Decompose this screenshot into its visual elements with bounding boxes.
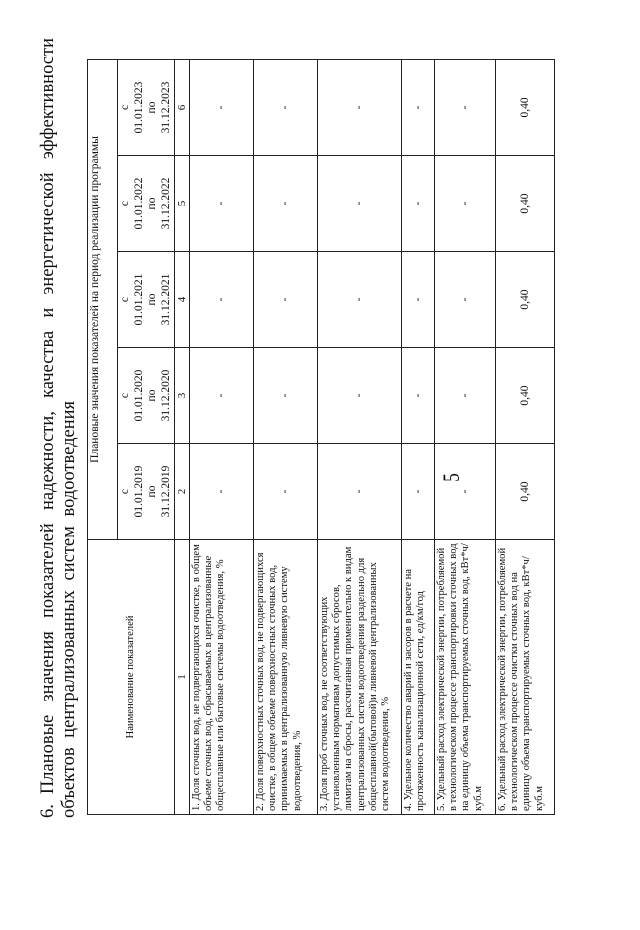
indicator-value: - bbox=[318, 444, 402, 540]
period-to: по bbox=[146, 101, 158, 114]
indicator-value: - bbox=[190, 252, 254, 348]
period-from: с bbox=[119, 488, 131, 495]
header-indicator-name: Наименование показателей bbox=[88, 540, 175, 815]
indicator-value: - bbox=[435, 348, 496, 444]
period-start: 01.01.2020 bbox=[132, 369, 145, 422]
indicator-value: - bbox=[318, 156, 402, 252]
period-end: 31.12.2022 bbox=[159, 177, 172, 230]
indicator-value: 0,40 bbox=[496, 444, 555, 540]
indicator-name: 6. Удельный расход электрической энергии, потребляемой в технологическом процессе очистки сточных вод на единицу объема транспортируемых сточных вод, кВт*ч/куб.м bbox=[496, 540, 555, 815]
indicator-value: - bbox=[435, 156, 496, 252]
table-row bbox=[435, 59, 496, 814]
indicator-value: - bbox=[190, 348, 254, 444]
indicator-name: 4. Удельное количество аварий и засоров в расчете на протяженность канализационной сети, ед/км/год bbox=[402, 540, 435, 815]
column-number: 2 bbox=[175, 444, 190, 540]
indicator-value: - bbox=[402, 252, 435, 348]
indicator-value: - bbox=[190, 444, 254, 540]
period-end: 31.12.2019 bbox=[159, 465, 172, 518]
header-plan-values: Плановые значения показателей на период реализации программы bbox=[88, 59, 118, 539]
indicator-value: 0,40 bbox=[496, 156, 555, 252]
indicator-value: - bbox=[190, 59, 254, 155]
period-end: 31.12.2020 bbox=[159, 369, 172, 422]
indicator-value: - bbox=[254, 59, 318, 155]
period-start: 01.01.2023 bbox=[132, 81, 145, 134]
header-period bbox=[118, 59, 175, 155]
column-number: 4 bbox=[175, 252, 190, 348]
period-start: 01.01.2021 bbox=[132, 273, 145, 326]
header-period bbox=[118, 348, 175, 444]
indicator-value: - bbox=[254, 444, 318, 540]
section-title-text: Плановые значения показателей надежности, качества и энергетической эффективности объектов централизованных систем водоотведения bbox=[38, 38, 79, 818]
period-from: с bbox=[119, 296, 131, 303]
header-period bbox=[118, 156, 175, 252]
indicator-value: - bbox=[402, 156, 435, 252]
period-from: с bbox=[119, 392, 131, 399]
section-title bbox=[38, 38, 80, 818]
indicators-table bbox=[87, 59, 555, 815]
indicator-value: - bbox=[254, 348, 318, 444]
period-to: по bbox=[146, 485, 158, 498]
indicator-value: - bbox=[318, 348, 402, 444]
period-end: 31.12.2023 bbox=[159, 81, 172, 134]
header-period bbox=[118, 444, 175, 540]
indicator-value: 0,40 bbox=[496, 348, 555, 444]
period-start: 01.01.2022 bbox=[132, 177, 145, 230]
column-number: 6 bbox=[175, 59, 190, 155]
header-period bbox=[118, 252, 175, 348]
table-row bbox=[496, 59, 555, 814]
indicator-value: - bbox=[402, 348, 435, 444]
indicator-value: - bbox=[318, 252, 402, 348]
table-row bbox=[190, 59, 254, 814]
indicator-value: 0,40 bbox=[496, 252, 555, 348]
column-number: 3 bbox=[175, 348, 190, 444]
period-to: по bbox=[146, 389, 158, 402]
indicator-name: 2. Доля поверхностных сточных вод, не подвергающихся очистке, в общем объеме поверхностных сточных вод, принимаемых в централизованную ливневую систему водоотведения, % bbox=[254, 540, 318, 815]
indicator-value: - bbox=[190, 156, 254, 252]
period-from: с bbox=[119, 200, 131, 207]
table-row bbox=[318, 59, 402, 814]
indicator-value: 0,40 bbox=[496, 59, 555, 155]
indicator-value: - bbox=[402, 444, 435, 540]
period-to: по bbox=[146, 293, 158, 306]
table-row bbox=[402, 59, 435, 814]
period-start: 01.01.2019 bbox=[132, 465, 145, 518]
section-number: 6. bbox=[38, 804, 58, 818]
indicator-name: 3. Доля проб сточных вод, не соответствующих установленным нормативам допустимых сбросов, лимитам на сбросы, рассчитанная применительно к видам централизованных систем водоотведения раздельно для общесплавной(бытовой)и ливневой централизованных систем водоотведения, % bbox=[318, 540, 402, 815]
column-number: 1 bbox=[175, 540, 190, 815]
table-row bbox=[254, 59, 318, 814]
indicator-value: - bbox=[254, 156, 318, 252]
period-to: по bbox=[146, 197, 158, 210]
indicator-name: 5. Удельный расход электрической энергии, потребляемой в технологическом процессе транспортировки сточных вод на единицу объема транспортируемых сточных вод, кВт*ч/куб.м bbox=[435, 540, 496, 815]
page-number: 5 bbox=[438, 473, 465, 482]
period-from: с bbox=[119, 104, 131, 111]
indicator-value: - bbox=[254, 252, 318, 348]
indicator-value: - bbox=[435, 59, 496, 155]
period-end: 31.12.2021 bbox=[159, 273, 172, 326]
indicator-value: - bbox=[402, 59, 435, 155]
indicator-name: 1. Доля сточных вод, не подвергающихся очистке, в общем объеме сточных вод, сбрасываемых в централизованные общесплавные или бытовые системы водоотведения, % bbox=[190, 540, 254, 815]
column-number: 5 bbox=[175, 156, 190, 252]
indicator-value: - bbox=[318, 59, 402, 155]
indicator-value: - bbox=[435, 444, 496, 540]
indicator-value: - bbox=[435, 252, 496, 348]
